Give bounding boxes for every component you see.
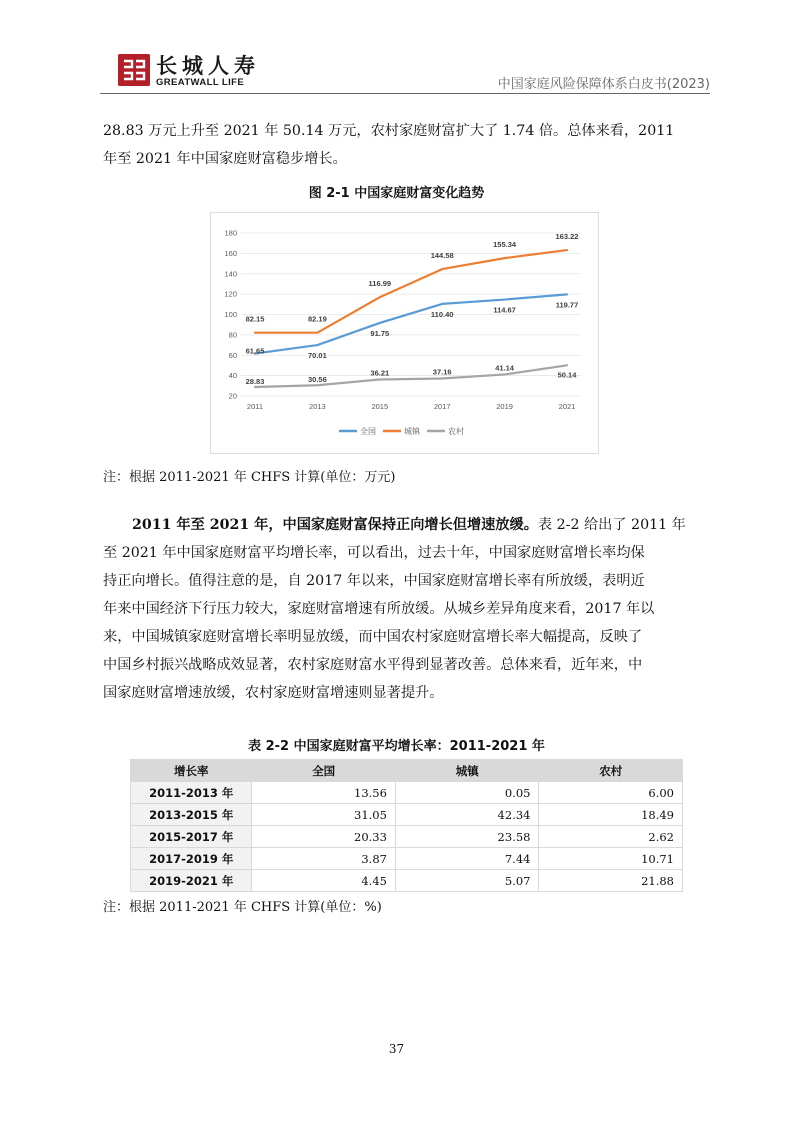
data-label: 37.16 <box>432 367 452 377</box>
data-label: 82.19 <box>308 314 327 324</box>
table-header-cell: 农村 <box>539 760 683 782</box>
y-tick-label: 20 <box>228 391 237 401</box>
table-cell: 2.62 <box>539 826 683 848</box>
logo-text: 长城人寿 <box>156 54 260 78</box>
data-label: 70.01 <box>308 351 327 361</box>
table-cell: 6.00 <box>539 782 683 804</box>
y-tick-label: 120 <box>224 289 237 299</box>
series-line-农村 <box>255 365 567 387</box>
figure-title: 图 2-1 中国家庭财富变化趋势 <box>308 186 485 201</box>
table-row-label: 2019-2021 年 <box>131 870 252 892</box>
paragraph-line: 28.83 万元上升至 2021 年 50.14 万元，农村家庭财富扩大了 1.74 倍。总体来看，2011 <box>103 123 675 139</box>
paragraph-lead-rest: 表 2-2 给出了 2011 年 <box>537 517 686 533</box>
data-label: 61.65 <box>245 346 265 356</box>
table-cell: 13.56 <box>252 782 396 804</box>
y-tick-label: 100 <box>224 310 237 319</box>
data-label: 41.14 <box>495 363 514 373</box>
data-label: 110.40 <box>430 309 454 319</box>
table-cell: 0.05 <box>395 782 539 804</box>
table-title: 表 2-2 中国家庭财富平均增长率：2011-2021 年 <box>248 739 545 754</box>
data-label: 119.77 <box>555 300 579 310</box>
table-header-cell: 增长率 <box>131 760 252 782</box>
table-cell: 10.71 <box>539 848 683 870</box>
table-cell: 23.58 <box>395 826 539 848</box>
table-row <box>131 804 683 826</box>
wealth-trend-chart <box>210 212 599 454</box>
x-tick-label: 2019 <box>496 402 513 411</box>
data-label: 163.22 <box>555 232 579 242</box>
table-row <box>131 826 683 848</box>
paragraph-line: 年来中国经济下行压力较大，家庭财富增速有所放缓。从城乡差异角度来看，2017 年以 <box>103 601 655 617</box>
paragraph-intro <box>103 117 709 173</box>
table-row-label: 2015-2017 年 <box>131 826 252 848</box>
y-tick-label: 80 <box>228 330 237 340</box>
x-tick-label: 2017 <box>433 402 451 411</box>
table-cell: 3.87 <box>252 848 396 870</box>
x-tick-label: 2021 <box>558 402 576 411</box>
figure-note: 注：根据 2011-2021 年 CHFS 计算(单位：万元) <box>103 470 396 485</box>
data-label: 36.21 <box>370 368 390 378</box>
y-tick-label: 160 <box>224 248 237 258</box>
table-cell: 42.34 <box>395 804 539 826</box>
table-row <box>131 870 683 892</box>
data-label: 114.67 <box>493 305 516 315</box>
data-label: 82.15 <box>245 314 265 324</box>
y-tick-label: 40 <box>228 371 237 381</box>
paragraph-lead-bold: 2011 年至 2021 年，中国家庭财富保持正向增长但增速放缓。 <box>132 517 538 533</box>
data-label: 116.99 <box>368 279 392 289</box>
paragraph-line: 持正向增长。值得注意的是，自 2017 年以来，中国家庭财富增长率有所放缓，表明近 <box>103 573 645 589</box>
paragraph-line: 至 2021 年中国家庭财富平均增长率，可以看出，过去十年，中国家庭财富增长率均保 <box>103 545 645 561</box>
table-row <box>131 848 683 870</box>
x-tick-label: 2013 <box>309 402 326 411</box>
line-chart-svg <box>211 213 598 453</box>
logo-subtext: GREATWALL LIFE <box>156 77 245 88</box>
table-note: 注：根据 2011-2021 年 CHFS 计算(单位：%) <box>103 900 382 915</box>
data-label: 155.34 <box>493 240 517 250</box>
table-cell: 4.45 <box>252 870 396 892</box>
paragraph-line <box>103 511 709 539</box>
data-label: 144.58 <box>430 251 454 261</box>
y-tick-label: 140 <box>224 269 237 279</box>
seal-icon <box>118 54 150 86</box>
table-cell: 5.07 <box>395 870 539 892</box>
table-header-cell: 全国 <box>252 760 396 782</box>
table-cell: 7.44 <box>395 848 539 870</box>
paragraph-line: 年至 2021 年中国家庭财富稳步增长。 <box>103 151 347 167</box>
paragraph-line: 来，中国城镇家庭财富增长率明显放缓，而中国农村家庭财富增长率大幅提高，反映了 <box>103 629 643 645</box>
y-tick-label: 180 <box>224 228 237 238</box>
table-row-label: 2011-2013 年 <box>131 782 252 804</box>
greatwall-life-logo <box>118 54 278 90</box>
header-divider <box>100 93 710 94</box>
table-row-label: 2017-2019 年 <box>131 848 252 870</box>
table-header-row <box>131 760 683 782</box>
data-label: 50.14 <box>557 370 577 380</box>
document-title: 中国家庭风险保障体系白皮书(2023) <box>497 77 710 92</box>
data-label: 91.75 <box>370 328 390 338</box>
paragraph-line: 中国乡村振兴战略成效显著，农村家庭财富水平得到显著改善。总体来看，近年来，中 <box>103 657 643 673</box>
x-tick-label: 2011 <box>246 402 264 411</box>
data-label: 28.83 <box>245 377 265 387</box>
page-header <box>100 50 710 94</box>
table-row-label: 2013-2015 年 <box>131 804 252 826</box>
table-cell: 21.88 <box>539 870 683 892</box>
y-tick-label: 60 <box>228 350 237 360</box>
legend-label: 全国 <box>360 427 376 436</box>
table-cell: 20.33 <box>252 826 396 848</box>
page-number: 37 <box>388 1042 405 1056</box>
data-label: 30.56 <box>308 375 327 385</box>
table-cell: 18.49 <box>539 804 683 826</box>
series-line-城镇 <box>255 250 567 333</box>
paragraph-analysis <box>103 511 709 707</box>
growth-rate-table <box>130 759 683 892</box>
paragraph-line: 国家庭财富增速放缓，农村家庭财富增速则显著提升。 <box>103 685 444 701</box>
series-line-全国 <box>255 294 567 353</box>
table-header-cell: 城镇 <box>395 760 539 782</box>
legend-label: 城镇 <box>404 427 420 436</box>
table-row <box>131 782 683 804</box>
legend-label: 农村 <box>448 427 464 436</box>
table-cell: 31.05 <box>252 804 396 826</box>
x-tick-label: 2015 <box>371 402 389 411</box>
